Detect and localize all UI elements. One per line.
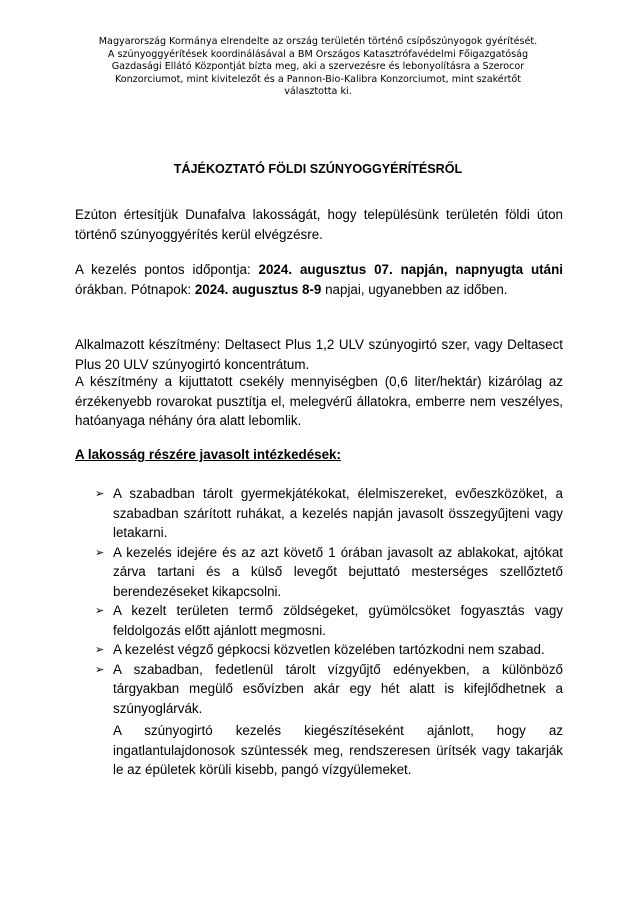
list-item-text: A szabadban, fedetlenül tárolt vízgyűjtő edényekben, a különböző tárgyakban megülő esővízben akár egy hét alatt is kifejlődhetnek a szúnyoglárvák.	[113, 661, 563, 716]
list-item	[95, 543, 563, 602]
header-notice	[60, 36, 576, 99]
arrow-bullet-icon: ➢	[95, 662, 105, 676]
schedule-prefix: A kezelés pontos időpontja:	[75, 262, 259, 277]
list-item	[95, 660, 563, 719]
measures-heading: A lakosság részére javasolt intézkedések:	[75, 447, 341, 462]
treatment-date: 2024. augusztus 07. napján, napnyugta utáni	[258, 262, 563, 277]
header-line: Magyarország Kormánya elrendelte az ország területén történő csípőszúnyogok gyérítését.	[98, 36, 538, 47]
list-item	[95, 601, 563, 640]
list-item-text: A kezelést végző gépkocsi közvetlen közelében tartózkodni nem szabad.	[113, 642, 545, 657]
measures-list	[95, 484, 563, 718]
product-info-paragraph: A készítmény a kijuttatott csekély mennyiségben (0,6 liter/hektár) kizárólag az érzékenyebb rovarokat pusztítja el, melegvérű állatokra, emberre nem veszélyes, hatóanyaga néhány óra alatt lebomlik.	[75, 374, 563, 428]
arrow-bullet-icon: ➢	[95, 643, 105, 656]
arrow-bullet-icon: ➢	[95, 545, 105, 559]
document-title: TÁJÉKOZTATÓ FÖLDI SZÚNYOGGYÉRÍTÉSRŐL	[173, 162, 463, 176]
arrow-bullet-icon: ➢	[95, 487, 105, 500]
product-paragraph: Alkalmazott készítmény: Deltasect Plus 1,2 ULV szúnyogirtó szer, vagy Deltasect Plus 20 ULV szúnyogirtó koncentrátum.	[75, 337, 563, 372]
header-line: választotta ki.	[284, 86, 352, 98]
header-line: Gazdasági Ellátó Központját bízta meg, aki a szervezésre és lebonyolításra a Szerocor	[111, 61, 525, 73]
arrow-bullet-icon: ➢	[95, 604, 105, 617]
schedule-paragraph	[75, 260, 563, 299]
schedule-after: órákban. Pótnapok:	[75, 281, 195, 297]
header-line: Konzorciumot, mint kivitelezőt és a Pannon-Bio-Kalibra Konzorciumot, mint szakértőt	[114, 73, 522, 85]
header-line: A szúnyoggyérítések koordinálásával a BM Országos Katasztrófavédelmi Főigazgatóság	[107, 48, 529, 60]
list-item-text: A szabadban tárolt gyermekjátékokat, élelmiszereket, evőeszközöket, a szabadban szárított ruhákat, a kezelés napján javasolt összegyűjteni vagy letakarni.	[113, 486, 563, 540]
intro-paragraph: Ezúton értesítjük Dunafalva lakosságát, hogy településünk területén földi úton történő szúnyoggyérítés kerül elvégzésre.	[75, 207, 563, 242]
list-item	[95, 640, 563, 660]
list-item-text: A kezelés idejére és az azt követő 1 órában javasolt az ablakokat, ajtókat zárva tartani és a külső levegőt bejuttató mesterséges szellőztető berendezéseket kikapcsolni.	[113, 544, 563, 599]
list-item	[95, 484, 563, 543]
backup-dates: 2024. augusztus 8-9	[194, 281, 322, 297]
list-item-text: A kezelt területen termő zöldségeket, gyümölcsöket fogyasztás vagy feldolgozás előtt ajánlott megmosni.	[113, 603, 563, 638]
extra-note-paragraph: A szúnyogirtó kezelés kiegészítéseként ajánlott, hogy az ingatlantulajdonosok szüntessék meg, rendszeresen ürítsék vagy takarják le az épületek körüli kisebb, pangó vízgyülemeket.	[113, 723, 563, 777]
schedule-suffix: napjai, ugyanebben az időben.	[321, 281, 508, 297]
